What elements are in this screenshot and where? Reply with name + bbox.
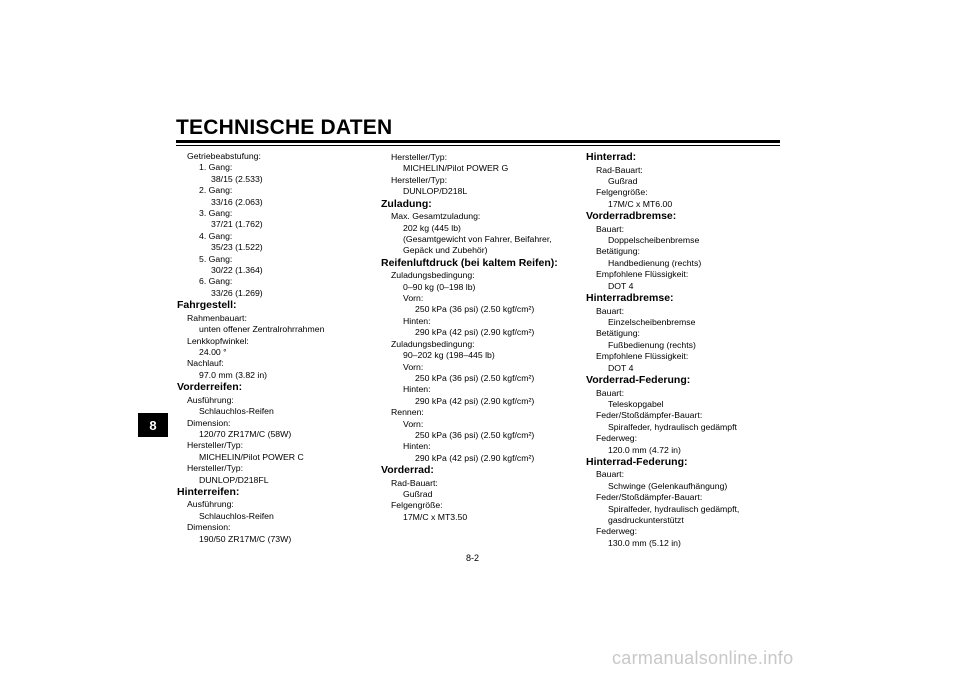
spec-line: 250 kPa (36 psi) (2.50 kgf/cm²) xyxy=(415,304,535,315)
section-heading: Vorderreifen: xyxy=(177,381,243,394)
section-heading: Hinterrad: xyxy=(586,151,637,163)
spec-line: Hinten: xyxy=(403,441,431,452)
spec-line: Bauart: xyxy=(596,305,625,316)
spec-line: DUNLOP/D218L xyxy=(403,186,468,197)
spec-line: 1. Gang: xyxy=(199,162,233,173)
spec-line: Schwinge (Gelenkaufhängung) xyxy=(608,480,728,491)
section-heading: Vorderrad-Federung: xyxy=(586,374,691,386)
spec-line: 4. Gang: xyxy=(199,230,233,241)
spec-line: Spiralfeder, hydraulisch gedämpft, xyxy=(608,503,740,514)
spec-line: 290 kPa (42 psi) (2.90 kgf/cm²) xyxy=(415,452,535,463)
spec-line: Zuladungsbedingung: xyxy=(391,338,475,349)
spec-line: 90–202 kg (198–445 lb) xyxy=(403,350,495,361)
spec-line: Schlauchlos-Reifen xyxy=(199,406,274,417)
spec-line: unten offener Zentralrohrrahmen xyxy=(199,324,325,335)
spec-line: Einzelscheibenbremse xyxy=(608,316,696,327)
spec-line: 30/22 (1.364) xyxy=(211,265,263,276)
spec-line: MICHELIN/Pilot POWER G xyxy=(403,163,509,174)
spec-line: DOT 4 xyxy=(608,362,634,373)
spec-column-1 xyxy=(177,151,324,545)
section-heading: Hinterreifen: xyxy=(177,485,240,498)
spec-line: 37/21 (1.762) xyxy=(211,219,263,230)
page-title: TECHNISCHE DATEN xyxy=(176,116,393,139)
spec-line: 130.0 mm (5.12 in) xyxy=(608,537,681,548)
spec-line: Handbedienung (rechts) xyxy=(608,257,702,268)
spec-line: 2. Gang: xyxy=(199,185,233,196)
spec-line: 190/50 ZR17M/C (73W) xyxy=(199,533,292,544)
watermark: carmanualsonline.info xyxy=(612,648,794,668)
spec-line: 38/15 (2.533) xyxy=(211,173,263,184)
spec-line: Max. Gesamtzuladung: xyxy=(391,211,481,222)
spec-line: Hersteller/Typ: xyxy=(187,440,244,451)
spec-line: Gepäck und Zubehör) xyxy=(403,245,488,256)
spec-line: Spiralfeder, hydraulisch gedämpft xyxy=(608,421,737,432)
section-heading: Vorderradbremse: xyxy=(586,210,677,223)
spec-line: 120/70 ZR17M/C (58W) xyxy=(199,428,292,439)
spec-line: Hersteller/Typ: xyxy=(187,463,244,474)
spec-line: Rad-Bauart: xyxy=(596,164,643,175)
spec-line: 24.00 ° xyxy=(199,347,227,357)
spec-line: 6. Gang: xyxy=(199,276,233,287)
spec-line: Lenkkopfwinkel: xyxy=(187,335,249,346)
spec-line: Nachlauf: xyxy=(187,358,224,369)
spec-line: Feder/Stoßdämpfer-Bauart: xyxy=(596,492,703,503)
spec-line: Bauart: xyxy=(596,387,625,398)
spec-line: 17M/C x MT6.00 xyxy=(608,198,673,209)
spec-column-2 xyxy=(381,152,558,523)
spec-line: Hinten: xyxy=(403,384,431,395)
spec-line: Betätigung: xyxy=(596,246,640,257)
spec-line: Vorn: xyxy=(403,418,424,429)
section-heading: Fahrgestell: xyxy=(177,299,237,312)
spec-line: Empfohlene Flüssigkeit: xyxy=(596,269,689,280)
spec-line: Feder/Stoßdämpfer-Bauart: xyxy=(596,410,703,421)
spec-line: Fußbedienung (rechts) xyxy=(608,339,696,350)
spec-line: DOT 4 xyxy=(608,280,634,291)
spec-line: Ausführung: xyxy=(187,394,234,405)
spec-line: Vorn: xyxy=(403,293,424,304)
spec-line: Rad-Bauart: xyxy=(391,477,438,488)
spec-line: Gußrad xyxy=(403,489,433,500)
spec-line: 35/23 (1.522) xyxy=(211,242,263,253)
spec-line: Schlauchlos-Reifen xyxy=(199,510,274,521)
spec-column-3 xyxy=(586,151,739,549)
spec-line: 120.0 mm (4.72 in) xyxy=(608,444,681,455)
page-number: 8-2 xyxy=(466,553,480,563)
spec-line: Felgengröße: xyxy=(391,500,443,511)
spec-line: Dimension: xyxy=(187,522,231,533)
spec-line: gasdruckunterstützt xyxy=(608,515,684,526)
spec-line: Hersteller/Typ: xyxy=(391,174,448,185)
spec-line: 3. Gang: xyxy=(199,208,233,219)
chapter-tab: 8 xyxy=(138,413,168,437)
spec-line: Vorn: xyxy=(403,361,424,372)
spec-line: DUNLOP/D218FL xyxy=(199,474,269,485)
spec-line: 290 kPa (42 psi) (2.90 kgf/cm²) xyxy=(415,327,535,338)
spec-line: (Gesamtgewicht von Fahrer, Beifahrer, xyxy=(403,233,552,244)
spec-line: Felgengröße: xyxy=(596,187,648,198)
spec-line: Hersteller/Typ: xyxy=(391,152,448,162)
spec-line: Doppelscheibenbremse xyxy=(608,235,700,246)
section-heading: Reifenluftdruck (bei kaltem Reifen): xyxy=(381,256,558,269)
spec-line: Zuladungsbedingung: xyxy=(391,270,475,281)
spec-line: Hinten: xyxy=(403,315,431,326)
spec-line: MICHELIN/Pilot POWER C xyxy=(199,451,304,462)
spec-line: Federweg: xyxy=(596,526,638,537)
spec-line: 250 kPa (36 psi) (2.50 kgf/cm²) xyxy=(415,429,535,440)
spec-line: Teleskopgabel xyxy=(608,398,664,409)
spec-line: Bauart: xyxy=(596,223,625,234)
spec-line: 202 kg (445 lb) xyxy=(403,222,461,233)
spec-line: Dimension: xyxy=(187,417,231,428)
section-heading: Hinterradbremse: xyxy=(586,292,674,305)
spec-line: 33/16 (2.063) xyxy=(211,196,263,207)
spec-line: Bauart: xyxy=(596,469,625,480)
spec-line: 33/26 (1.269) xyxy=(211,287,263,298)
spec-line: 0–90 kg (0–198 lb) xyxy=(403,281,476,292)
spec-line: Ausführung: xyxy=(187,499,234,510)
title-rule-thick xyxy=(176,140,780,143)
section-heading: Zuladung: xyxy=(381,197,432,210)
spec-line: Getriebeabstufung: xyxy=(187,151,261,161)
spec-line: Empfohlene Flüssigkeit: xyxy=(596,351,689,362)
spec-line: Federweg: xyxy=(596,433,638,444)
spec-line: 250 kPa (36 psi) (2.50 kgf/cm²) xyxy=(415,372,535,383)
spec-line: 97.0 mm (3.82 in) xyxy=(199,369,268,380)
spec-line: Gußrad xyxy=(608,175,638,186)
section-heading: Hinterrad-Federung: xyxy=(586,455,688,468)
spec-line: 290 kPa (42 psi) (2.90 kgf/cm²) xyxy=(415,395,535,406)
spec-line: Rennen: xyxy=(391,407,424,418)
spec-line: 5. Gang: xyxy=(199,253,233,264)
title-rule-thin xyxy=(176,145,780,146)
spec-line: Rahmenbauart: xyxy=(187,312,247,323)
section-heading: Vorderrad: xyxy=(381,464,434,477)
spec-line: 17M/C x MT3.50 xyxy=(403,511,468,522)
spec-line: Betätigung: xyxy=(596,328,640,339)
